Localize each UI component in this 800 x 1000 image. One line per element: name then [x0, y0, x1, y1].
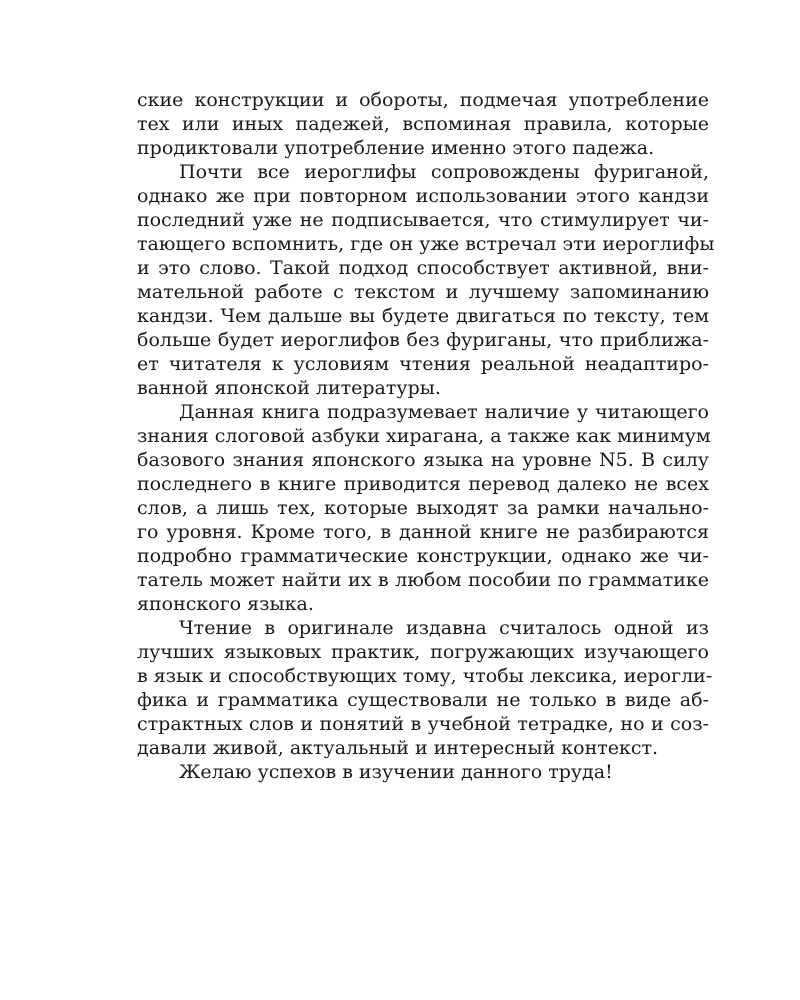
text-line: подробно грамматические конструкции, однако же чи-	[137, 545, 709, 567]
text-line: ет читателя к условиям чтения реальной неадаптиро-	[137, 353, 709, 375]
text-line: продиктовали употребление именно этого падежа.	[137, 137, 655, 159]
text-line: татель может найти их в любом пособии по грамматике	[137, 569, 709, 591]
text-line: лучших языковых практик, погружающих изучающего	[137, 641, 709, 663]
text-line: и это слово. Такой подход способствует активной, вни-	[137, 257, 709, 279]
text-line: кандзи. Чем дальше вы будете двигаться по тексту, тем	[137, 305, 709, 327]
text-line: ские конструкции и обороты, подмечая употребление	[137, 89, 709, 111]
text-line: го уровня. Кроме того, в данной книге не разбираются	[137, 521, 709, 543]
text-line: давали живой, актуальный и интересный контекст.	[137, 737, 659, 759]
text-line: слов, а лишь тех, которые выходят за рамки начально-	[137, 497, 709, 519]
text-line: Почти все иероглифы сопровождены фуриганой,	[179, 161, 709, 183]
text-line: мательной работе с текстом и лучшему запоминанию	[137, 281, 709, 303]
text-line: Данная книга подразумевает наличие у читающего	[179, 401, 709, 423]
text-line: фика и грамматика существовали не только в виде аб-	[137, 689, 709, 711]
text-line: Чтение в оригинале издавна считалось одной из	[179, 617, 709, 639]
text-line: в язык и способствующих тому, чтобы лексика, иерогли-	[137, 665, 713, 687]
text-line: последний уже не подписывается, что стимулирует чи-	[137, 209, 709, 231]
paragraph-5	[137, 760, 709, 784]
text-line: тающего вспомнить, где он уже встречал эти иероглифы	[137, 233, 715, 255]
text-line: однако же при повторном использовании этого кандзи	[137, 185, 709, 207]
page-body	[137, 88, 715, 784]
text-line: Желаю успехов в изучении данного труда!	[179, 761, 613, 783]
text-line: знания слоговой азбуки хирагана, а также как минимум	[137, 425, 711, 447]
paragraph-3	[137, 400, 709, 616]
text-line: тех или иных падежей, вспоминая правила, которые	[137, 113, 709, 135]
paragraph-4	[137, 616, 713, 760]
text-line: японского языка.	[137, 593, 314, 615]
text-line: ванной японской литературы.	[137, 377, 441, 399]
text-line: больше будет иероглифов без фуриганы, что приближа-	[137, 329, 709, 351]
text-line: последнего в книге приводится перевод далеко не всех	[137, 473, 709, 495]
text-line: страктных слов и понятий в учебной тетрадке, но и соз-	[137, 713, 709, 735]
paragraph-1	[137, 88, 709, 160]
paragraph-2	[137, 160, 715, 400]
text-line: базового знания японского языка на уровне N5. В силу	[137, 449, 709, 471]
